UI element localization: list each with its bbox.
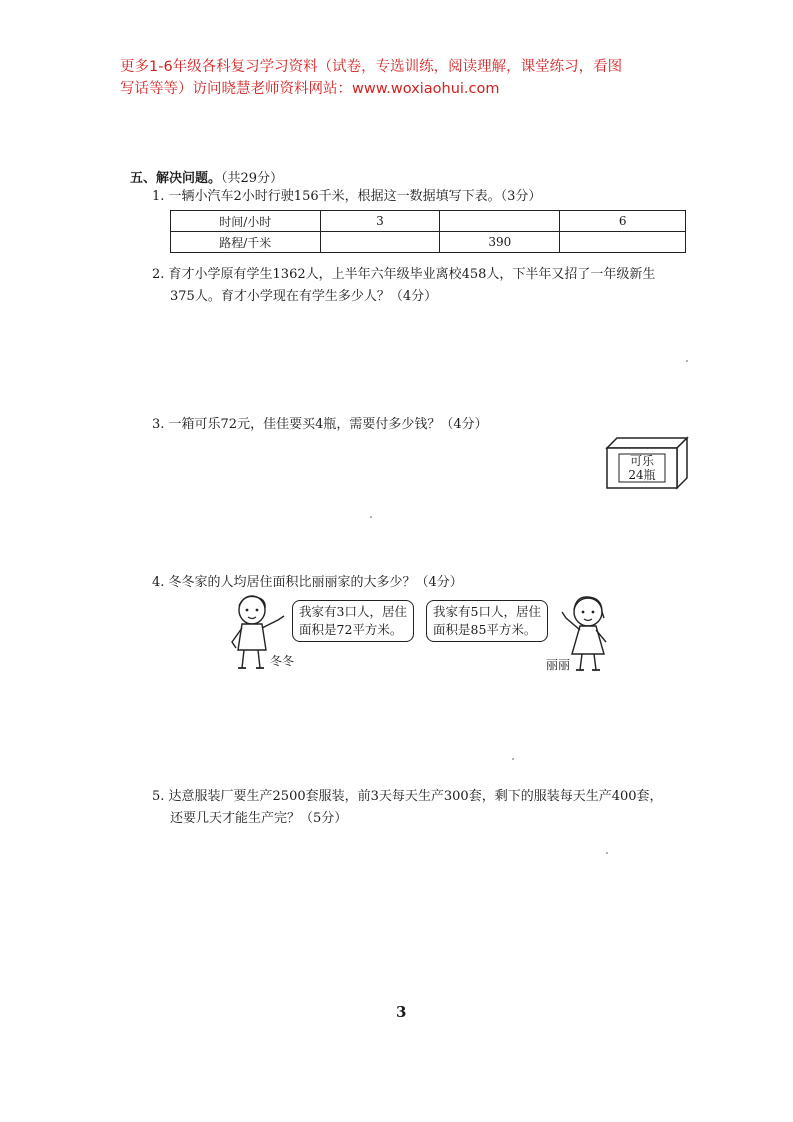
table-cell-blank[interactable] bbox=[320, 232, 440, 253]
table-row bbox=[171, 211, 686, 232]
question-2-line-2: 375人。育才小学现在有学生多少人？（4分） bbox=[170, 289, 438, 304]
question-1: 1. 一辆小汽车2小时行驶156千米，根据这一数据填写下表。（3分） bbox=[152, 189, 542, 204]
section-title bbox=[130, 167, 283, 186]
question-5 bbox=[152, 786, 663, 830]
table-cell: 时间/小时 bbox=[171, 211, 321, 232]
table-cell-blank[interactable] bbox=[440, 211, 560, 232]
table-row bbox=[171, 232, 686, 253]
scan-speck bbox=[370, 516, 372, 518]
lili-bubble-line-2: 面积是85平方米。 bbox=[433, 622, 537, 637]
scan-speck bbox=[686, 360, 688, 362]
boy-name-label: 冬冬 bbox=[270, 654, 295, 668]
table-cell: 6 bbox=[560, 211, 686, 232]
table-cell: 3 bbox=[320, 211, 440, 232]
dongdong-bubble-line-1: 我家有3口人，居住 bbox=[299, 604, 407, 619]
page-number: 3 bbox=[396, 1003, 407, 1021]
scan-speck bbox=[606, 852, 608, 854]
cola-box-label-1: 可乐 bbox=[629, 454, 654, 468]
question-5-line-2: 还要几天才能生产完？（5分） bbox=[170, 811, 348, 826]
header-line-1: 更多1-6年级各科复习学习资料（试卷，专选训练，阅读理解，课堂练习，看图 bbox=[120, 59, 623, 75]
table-cell: 路程/千米 bbox=[171, 232, 321, 253]
section-title-text: 五、解决问题。 bbox=[130, 171, 222, 186]
section-points: （共29分） bbox=[221, 171, 284, 186]
girl-name-label: 丽丽 bbox=[546, 658, 571, 672]
header-line-2: 写话等等）访问晓慧老师资料网站：www.woxiaohui.com bbox=[120, 81, 500, 97]
question-2-line-1: 2. 育才小学原有学生1362人，上半年六年级毕业离校458人，下半年又招了一年级新生 bbox=[152, 267, 656, 282]
lili-speech-bubble bbox=[426, 600, 548, 642]
scan-speck bbox=[512, 758, 514, 760]
resource-header bbox=[120, 56, 720, 100]
cola-box-label-2: 24瓶 bbox=[628, 468, 656, 482]
question-5-line-1: 5. 达意服装厂要生产2500套服装，前3天每天生产300套，剩下的服装每天生产400套， bbox=[152, 789, 663, 804]
dongdong-bubble-line-2: 面积是72平方米。 bbox=[299, 622, 403, 637]
dongdong-speech-bubble bbox=[292, 600, 414, 642]
cola-box-label bbox=[619, 454, 665, 482]
lili-bubble-line-1: 我家有5口人，居住 bbox=[433, 604, 541, 619]
table-cell-blank[interactable] bbox=[560, 232, 686, 253]
question-4: 4. 冬冬家的人均居住面积比丽丽家的大多少？（4分） bbox=[152, 575, 463, 590]
cola-box-illustration bbox=[603, 434, 689, 490]
table-cell: 390 bbox=[440, 232, 560, 253]
question-3: 3. 一箱可乐72元，佳佳要买4瓶，需要付多少钱？（4分） bbox=[152, 417, 488, 432]
question-2 bbox=[152, 264, 655, 308]
question-1-table bbox=[170, 210, 686, 253]
